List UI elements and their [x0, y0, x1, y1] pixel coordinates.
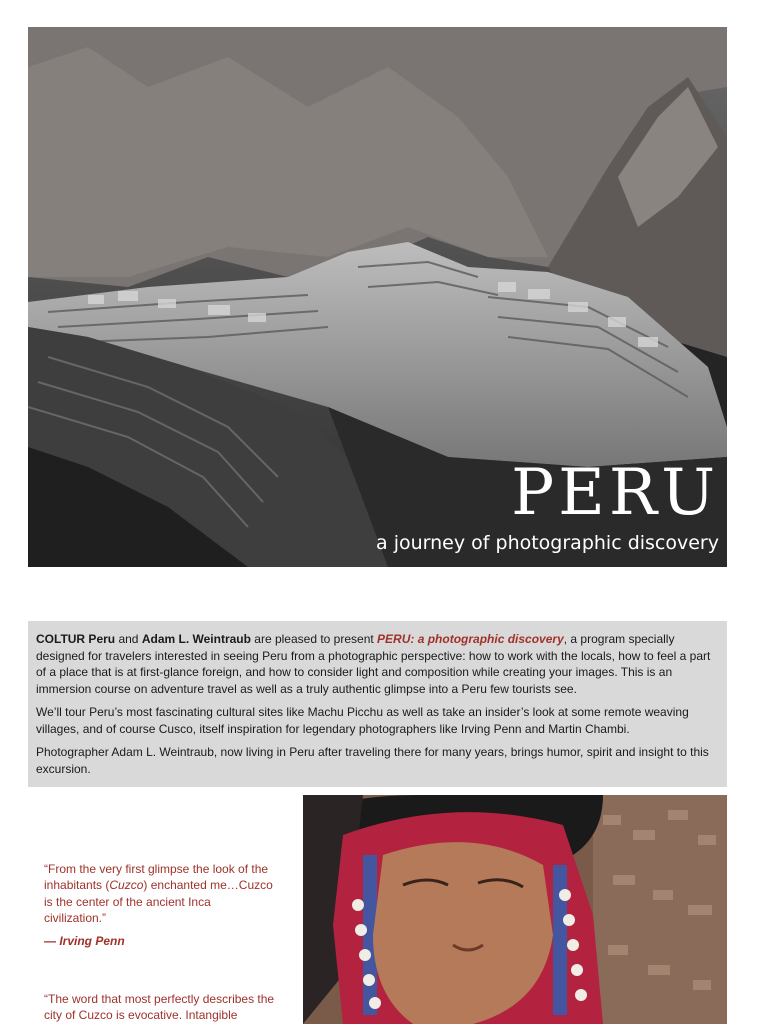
quote-text-part: “From the very first glimpse the look of the inhabitants (	[44, 862, 269, 893]
intro-paragraph-3: Photographer Adam L. Weintraub, now living in Peru after traveling there for many years, brings humor, spirit and insight to this excursion.	[36, 745, 709, 776]
connector-text: and	[115, 632, 142, 646]
page-subtitle: a journey of photographic discovery	[376, 532, 719, 554]
photographer-name: Adam L. Weintraub	[141, 632, 251, 646]
hero-photo	[28, 27, 727, 567]
quote-author: — Irving Penn	[44, 934, 125, 949]
quechua-man-portrait-icon	[303, 795, 727, 1024]
quote-irving-penn	[44, 861, 276, 949]
quote-text	[44, 861, 276, 926]
intro-text: are pleased to present	[250, 632, 378, 646]
portrait-photo	[303, 795, 727, 1024]
quote-text-part: ) enchanted me…Cuzco is the center of the ancient Inca civilization.”	[44, 878, 273, 925]
intro-text: , a program specially designed for travelers interested in seeing Peru from a photographic perspective: how to work with the locals, how to feel a part of a place that is at first-glance foreign, and how to consider light and composition while creating your images. This is an immersion course on adventure travel as well as a truly authentic glimpse into a Peru few tourists see.	[36, 632, 711, 696]
org-name: COLTUR Peru	[36, 632, 116, 646]
quote-text-italic: Cuzco	[109, 878, 144, 893]
intro-panel	[28, 621, 727, 787]
quote-cuzco	[44, 991, 276, 1024]
program-name: PERU: a photographic discovery	[377, 632, 564, 646]
quote-text: “The word that most perfectly describes the city of Cuzco is evocative. Intangible	[44, 992, 275, 1023]
intro-paragraph-1	[36, 631, 719, 697]
intro-paragraph-2: We’ll tour Peru’s most fascinating cultural sites like Machu Picchu as well as take an insider’s look at some remote weaving villages, and of course Cusco, itself inspiration for legendary photographers like Irving Penn and Martin Chambi.	[36, 705, 689, 736]
page-title: PERU	[511, 456, 719, 530]
